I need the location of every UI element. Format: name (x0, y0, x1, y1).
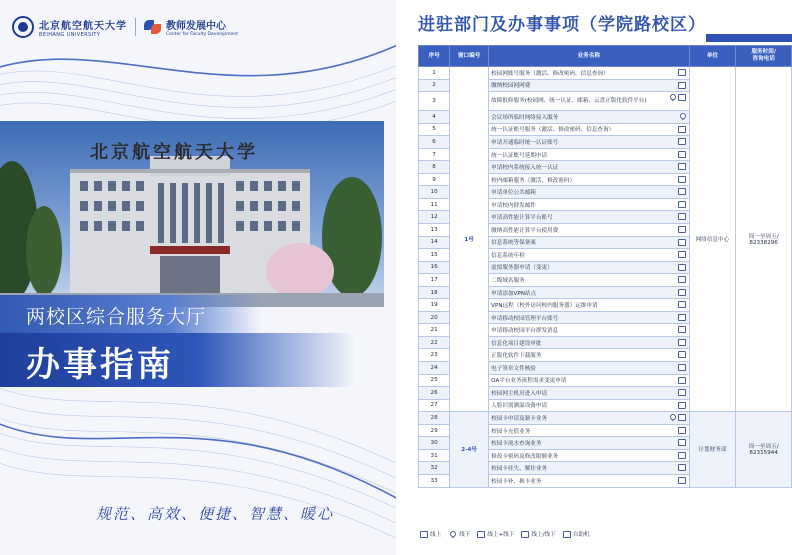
service-name-text: VPN远程（校外访问校内服务器）运维申请 (491, 303, 598, 310)
service-name (489, 449, 689, 462)
header-hours: 服务时间/ 咨询电话 (736, 46, 792, 67)
online-offline-icon (678, 464, 686, 471)
row-number: 21 (419, 324, 450, 337)
online-icon (678, 94, 686, 101)
online-icon (678, 126, 686, 133)
legend-item (521, 530, 555, 538)
online-icon (678, 276, 686, 283)
legend-item (448, 530, 470, 538)
header-unit: 单位 (689, 46, 736, 67)
service-name (489, 111, 689, 124)
service-name-text: 人脸识别测温设备申请 (491, 403, 548, 410)
service-hours: 周一至周五/ 82315944 (736, 412, 792, 487)
table-row (419, 67, 792, 80)
table-header-row (419, 46, 792, 67)
window-number: 2-4号 (450, 412, 489, 487)
service-name-text: 正版化软件下载服务 (491, 353, 542, 360)
service-name (489, 437, 689, 450)
mixed-icon (521, 531, 529, 538)
service-name (489, 349, 689, 362)
service-name (489, 387, 689, 400)
row-number: 7 (419, 148, 450, 161)
logo-divider (135, 18, 136, 36)
row-number: 9 (419, 173, 450, 186)
service-name-text: 申请校内群发邮件 (491, 202, 536, 209)
row-number: 19 (419, 299, 450, 312)
service-name-text: 统一认证账号延期申请 (491, 152, 548, 159)
online-offline-icon (678, 226, 686, 233)
service-name (489, 261, 689, 274)
services-page (396, 0, 792, 555)
service-name (489, 311, 689, 324)
service-hours: 周一至周五/ 82338296 (736, 67, 792, 412)
service-name (489, 249, 689, 262)
service-name (489, 186, 689, 199)
service-name (489, 474, 689, 487)
service-name-text: 申请高性能计算平台账号 (491, 215, 553, 222)
service-name (489, 148, 689, 161)
online-icon (420, 531, 428, 538)
service-name-text: 申请单位公共邮箱 (491, 190, 536, 197)
service-name (489, 286, 689, 299)
service-name-text: 申请移动校园平台群发消息 (491, 328, 559, 335)
row-number: 2 (419, 79, 450, 92)
title-band (0, 333, 356, 387)
row-number: 13 (419, 224, 450, 237)
row-number: 33 (419, 474, 450, 487)
title-accent-bar (706, 34, 792, 42)
department-name: 计划财务部 (689, 412, 736, 487)
service-name (489, 123, 689, 136)
row-number: 22 (419, 336, 450, 349)
online-icon (678, 82, 686, 89)
legend-item (563, 530, 590, 538)
service-name-text: 校园卡流水查询业务 (491, 441, 542, 448)
service-name-text: 申请开通临时统一认证账号 (491, 139, 559, 146)
logo-row (12, 14, 238, 40)
service-name-text: 校园网主机房进入申请 (491, 390, 548, 397)
service-name (489, 374, 689, 387)
department-name: 网络信息中心 (689, 67, 736, 412)
online-icon (678, 377, 686, 384)
row-number: 10 (419, 186, 450, 199)
service-name (489, 362, 689, 375)
online-icon (678, 264, 686, 271)
row-number: 1 (419, 67, 450, 80)
row-number: 26 (419, 387, 450, 400)
service-name-text: 校园网账号服务（激活、修改密码、信息查询） (491, 70, 609, 77)
row-number: 16 (419, 261, 450, 274)
row-number: 20 (419, 311, 450, 324)
offline-icon (678, 112, 686, 120)
service-name-text: 电子签章文件核验 (491, 365, 536, 372)
service-name (489, 424, 689, 437)
service-name-text: 校内邮箱服务（激活、修改密码） (491, 177, 576, 184)
online-icon (678, 314, 686, 321)
offline-icon (668, 93, 676, 101)
online-offline-icon (678, 402, 686, 409)
service-name-text: 申请移动校园管理平台账号 (491, 315, 559, 322)
row-number: 3 (419, 92, 450, 111)
service-name-text: 校园卡挂失、解挂业务 (491, 466, 548, 473)
service-name (489, 67, 689, 80)
service-name-text: 信息化项目建设审批 (491, 340, 542, 347)
online-icon (678, 339, 686, 346)
center-name-en: Center for Faculty Development (166, 32, 238, 37)
service-name-text: 校园卡充值业务 (491, 428, 531, 435)
row-number: 12 (419, 211, 450, 224)
service-name (489, 236, 689, 249)
service-name (489, 324, 689, 337)
service-name (489, 274, 689, 287)
online-icon (678, 163, 686, 170)
service-name (489, 412, 689, 425)
service-name (489, 211, 689, 224)
service-name-text: 二级域名服务 (491, 277, 525, 284)
service-name-text: 校园卡补、换卡业务 (491, 478, 542, 485)
service-name (489, 462, 689, 475)
service-name (489, 399, 689, 412)
header-window: 窗口编号 (450, 46, 489, 67)
online-icon (678, 239, 686, 246)
legend-item (477, 530, 514, 538)
online-icon (678, 151, 686, 158)
header-service: 业务名称 (489, 46, 689, 67)
table-body (419, 67, 792, 488)
online-icon (678, 201, 686, 208)
offline-icon (668, 413, 676, 421)
row-number: 14 (419, 236, 450, 249)
service-name (489, 224, 689, 237)
row-number: 31 (419, 449, 450, 462)
university-name-en: BEIHANG UNIVERSITY (39, 31, 101, 38)
legend-label: 自助机 (572, 532, 590, 538)
online-icon (678, 213, 686, 220)
service-name (489, 299, 689, 312)
university-seal-icon (12, 16, 34, 38)
online-offline-icon (678, 477, 686, 484)
window-number: 1号 (450, 67, 489, 412)
online-offline-icon (678, 427, 686, 434)
service-name-text: 会议场所临时网络接入服务 (491, 114, 559, 121)
center-logo-icon (144, 18, 162, 36)
service-name-text: 统一认证账号服务（激活、修改密码、信息查询） (491, 127, 615, 134)
row-number: 32 (419, 462, 450, 475)
row-number: 8 (419, 161, 450, 174)
row-number: 27 (419, 399, 450, 412)
service-name-text: 信息系统年检 (491, 252, 525, 259)
kiosk-icon (563, 531, 571, 538)
row-number: 11 (419, 198, 450, 211)
service-name-text: 故障报修服务(校园网、统一认证、邮箱、云盘正版化软件平台) (491, 97, 647, 104)
offline-icon (449, 530, 457, 538)
service-name-text: 修改卡密码及修改限额业务 (491, 453, 559, 460)
online-icon (678, 326, 686, 333)
online-icon (678, 251, 686, 258)
service-name (489, 336, 689, 349)
service-name-text: 申请添加VPN站点 (491, 290, 537, 297)
legend-label: 线下 (459, 532, 471, 538)
row-number: 15 (419, 249, 450, 262)
row-number: 23 (419, 349, 450, 362)
online-icon (678, 176, 686, 183)
row-number: 18 (419, 286, 450, 299)
service-name-text: 缴纳高性能计算平台使用费 (491, 227, 559, 234)
service-name (489, 92, 689, 111)
legend-label: 线上+线下 (487, 532, 515, 538)
service-name (489, 173, 689, 186)
row-number: 4 (419, 111, 450, 124)
header-no: 序号 (419, 46, 450, 67)
services-table (418, 45, 792, 488)
service-name-text: OA平台业务流程需求变更申请 (491, 378, 567, 385)
row-number: 5 (419, 123, 450, 136)
row-number: 29 (419, 424, 450, 437)
online-icon (678, 414, 686, 421)
table-row (419, 412, 792, 425)
legend-label: 线上 (430, 532, 442, 538)
online-icon (678, 301, 686, 308)
online-icon (678, 364, 686, 371)
service-name-text: 信息系统等保备案 (491, 240, 536, 247)
online-icon (678, 138, 686, 145)
page-title: 进驻部门及办事事项（学院路校区） (418, 15, 706, 35)
cover-subtitle: 两校区综合服务大厅 (26, 306, 207, 328)
service-name (489, 79, 689, 92)
university-name: 北京航空航天大学 (39, 20, 127, 32)
online-icon (678, 351, 686, 358)
service-name-text: 校园卡申请及制卡业务 (491, 415, 548, 422)
service-name (489, 161, 689, 174)
photo-caption: 北京航空航天大学 (90, 142, 258, 163)
subtitle-band (0, 295, 262, 333)
cover-slogan: 规范、高效、便捷、智慧、暖心 (96, 505, 335, 523)
icon-legend (420, 530, 597, 538)
row-number: 28 (419, 412, 450, 425)
service-name (489, 136, 689, 149)
online-icon (678, 188, 686, 195)
online-icon (678, 69, 686, 76)
online-offline-icon (678, 389, 686, 396)
online-icon (678, 289, 686, 296)
service-name-text: 缴纳校园网网费 (491, 83, 531, 90)
online-offline-icon (477, 531, 485, 538)
service-name-text: 申请校内系统接入统一认证 (491, 165, 559, 172)
row-number: 6 (419, 136, 450, 149)
row-number: 17 (419, 274, 450, 287)
cover-title: 办事指南 (26, 345, 174, 385)
center-name: 教师发展中心 (166, 21, 226, 32)
online-offline-icon (678, 452, 686, 459)
legend-item (420, 530, 441, 538)
service-name (489, 198, 689, 211)
row-number: 25 (419, 374, 450, 387)
row-number: 30 (419, 437, 450, 450)
online-offline-icon (678, 439, 686, 446)
legend-label: 线上/线下 (531, 532, 556, 538)
campus-building-photo (0, 121, 384, 307)
service-name-text: 虚拟服务器申请（变更） (491, 265, 553, 272)
row-number: 24 (419, 362, 450, 375)
